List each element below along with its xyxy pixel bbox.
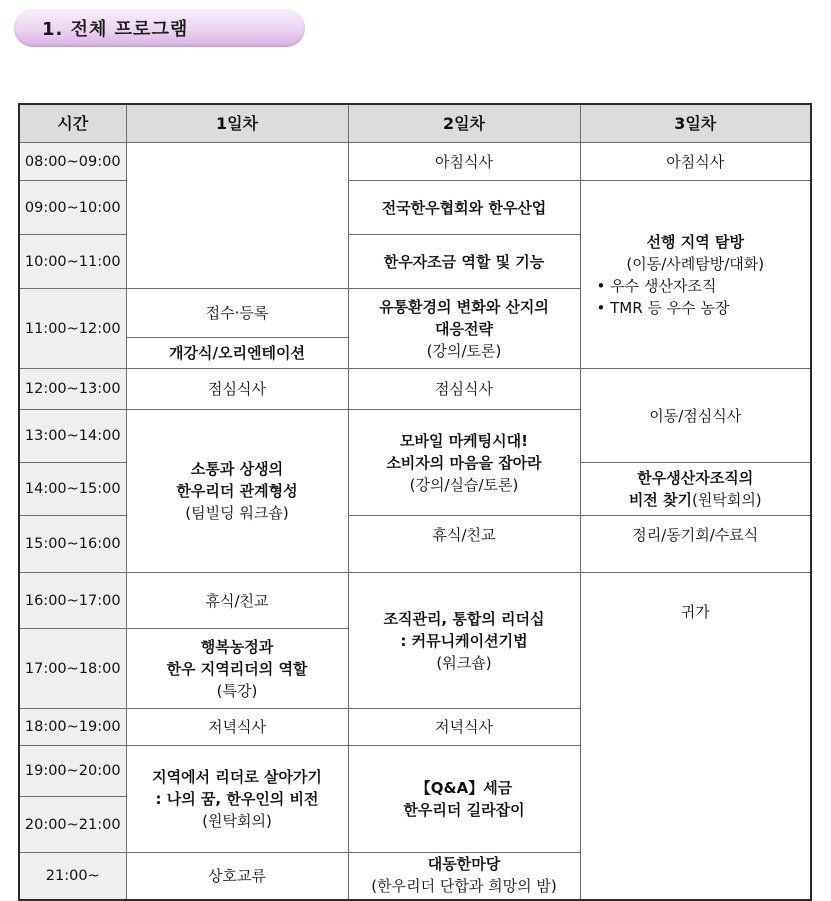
day2-distribution-line2: 대응전략	[435, 319, 493, 338]
day1-communication-line2: 한우리더 관계형성	[176, 482, 298, 500]
day2-distribution-line1: 유통환경의 변화와 산지의	[379, 297, 549, 316]
day2-organization-note: (워크숍)	[436, 653, 492, 672]
day1-happy-line2: 한우 지역리더의 역할	[166, 659, 308, 678]
day3-tour-bullet: • TMR 등 우수 농장	[596, 298, 730, 317]
day1-empty-morning	[126, 143, 348, 289]
time-cell: 11:00~12:00	[19, 289, 126, 369]
table-row	[19, 143, 811, 181]
day3-tour-sub: (이동/사례탐방/대화)	[626, 254, 765, 273]
day2-organization-line2: : 커뮤니케이션기법	[400, 631, 528, 650]
day2-mobile-line2: 소비자의 마음을 잡아라	[386, 453, 542, 472]
time-cell: 15:00~16:00	[19, 516, 126, 573]
day3-vision	[580, 463, 811, 516]
time-cell: 17:00~18:00	[19, 629, 126, 709]
time-cell: 12:00~13:00	[19, 369, 126, 410]
schedule-table	[18, 103, 812, 901]
day1-happy-line1: 행복농정과	[200, 637, 274, 656]
day1-communication-note: (팀빌딩 워크숍)	[185, 504, 289, 522]
day2-qa	[348, 746, 580, 853]
day2-association: 전국한우협회와 한우산업	[348, 181, 580, 235]
time-cell: 20:00~21:00	[19, 797, 126, 853]
header-day3: 3일차	[580, 104, 811, 143]
day2-mobile	[348, 410, 580, 516]
day2-break: 휴식/친교	[348, 516, 580, 573]
time-cell: 16:00~17:00	[19, 573, 126, 629]
day2-mobile-line1: 모바일 마케팅시대!	[400, 431, 528, 450]
day3-vision-line1: 한우생산자조직의	[637, 469, 754, 487]
header-time: 시간	[19, 104, 126, 143]
time-cell: 14:00~15:00	[19, 463, 126, 516]
day2-qa-line1: 【Q&A】세금	[415, 779, 513, 797]
day1-dinner: 저녁식사	[126, 709, 348, 746]
day1-lunch: 점심식사	[126, 369, 348, 410]
day3-return: 귀가	[580, 573, 811, 901]
day2-festival-line1: 대동한마당	[427, 855, 501, 873]
day3-tour-title: 선행 지역 탐방	[646, 232, 744, 251]
day2-mobile-note: (강의/실습/토론)	[409, 475, 519, 494]
time-cell: 21:00~	[19, 853, 126, 901]
time-cell: 19:00~20:00	[19, 746, 126, 797]
day2-organization	[348, 573, 580, 709]
table-row	[19, 573, 811, 629]
time-cell: 08:00~09:00	[19, 143, 126, 181]
day2-qa-line2: 한우리더 길라잡이	[403, 801, 525, 819]
time-cell: 18:00~19:00	[19, 709, 126, 746]
day1-communication	[126, 410, 348, 573]
day1-leader-line1: 지역에서 리더로 살아가기	[152, 768, 322, 786]
day2-fund: 한우자조금 역할 및 기능	[348, 235, 580, 289]
day3-vision-note: (원탁회의)	[692, 491, 762, 509]
table-row	[19, 369, 811, 410]
time-cell: 09:00~10:00	[19, 181, 126, 235]
day1-mutual: 상호교류	[126, 853, 348, 901]
header-day1: 1일차	[126, 104, 348, 143]
day3-closing: 정리/동기회/수료식	[580, 516, 811, 573]
header-day2: 2일차	[348, 104, 580, 143]
day3-tour-bullet: • 우수 생산자조직	[596, 276, 717, 295]
day1-leader-line2: : 나의 꿈, 한우인의 비전	[155, 790, 319, 808]
day2-festival-note: (한우리더 단합과 희망의 밤)	[371, 877, 557, 895]
day3-vision-line2: 비전 찾기	[628, 491, 692, 509]
day2-organization-line1: 조직관리, 통합의 리더십	[383, 609, 545, 628]
day2-breakfast: 아침식사	[348, 143, 580, 181]
day1-happy-note: (특강)	[216, 681, 258, 700]
day1-registration: 접수·등록	[126, 289, 348, 338]
section-title-pill	[14, 9, 305, 47]
day1-happy	[126, 629, 348, 709]
day2-dinner: 저녁식사	[348, 709, 580, 746]
day1-communication-line1: 소통과 상생의	[190, 460, 284, 478]
day3-breakfast: 아침식사	[580, 143, 811, 181]
day1-break: 휴식/친교	[126, 573, 348, 629]
day2-distribution-note: (강의/토론)	[426, 341, 502, 360]
day3-move-lunch: 이동/점심식사	[580, 369, 811, 463]
time-cell: 13:00~14:00	[19, 410, 126, 463]
day1-leader	[126, 746, 348, 853]
day1-opening: 개강식/오리엔테이션	[126, 338, 348, 369]
time-cell: 10:00~11:00	[19, 235, 126, 289]
day3-tour	[580, 181, 811, 369]
day1-leader-note: (원탁회의)	[202, 812, 272, 830]
section-title: 1. 전체 프로그램	[42, 19, 189, 40]
day2-lunch: 점심식사	[348, 369, 580, 410]
header-row	[19, 104, 811, 143]
day2-distribution	[348, 289, 580, 369]
